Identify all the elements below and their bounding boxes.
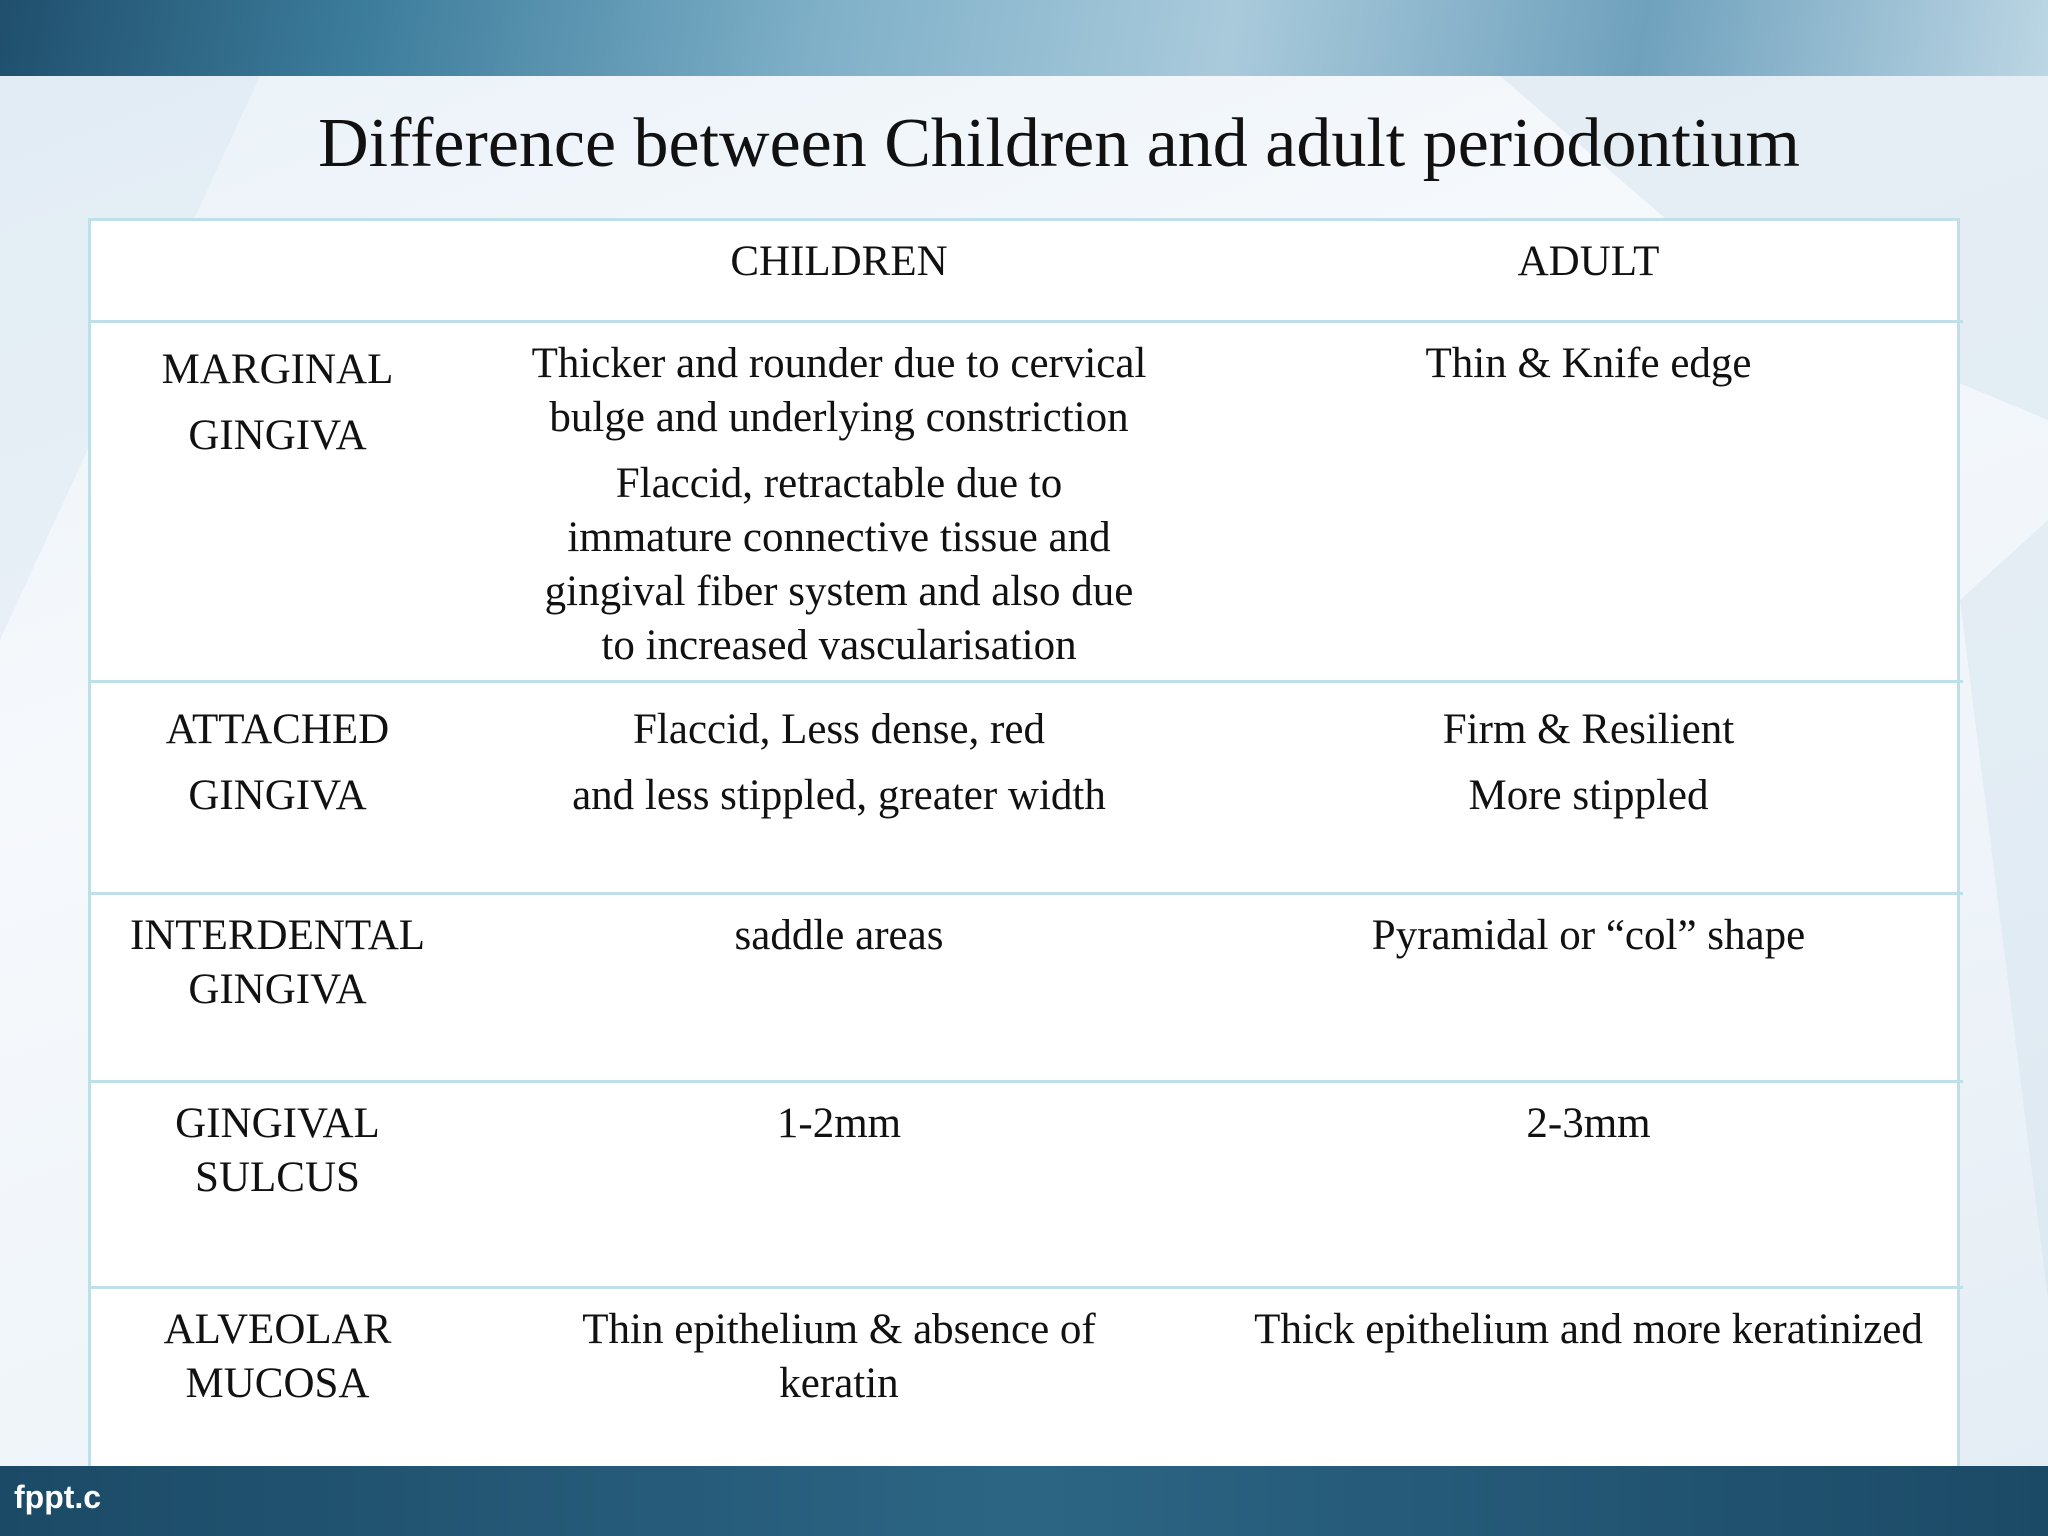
cell-line: Thin epithelium & absence of [582, 1305, 1096, 1353]
cell-line: saddle areas [734, 911, 944, 959]
table-row-attached-gingiva [91, 681, 1963, 893]
children-cell [464, 893, 1214, 1081]
cell-line: Pyramidal or “col” shape [1371, 911, 1806, 959]
row-label [91, 1081, 464, 1287]
comparison-table [88, 218, 1960, 1524]
adult-cell [1214, 681, 1963, 893]
children-cell [464, 321, 1214, 681]
row-label-line: GINGIVA [188, 411, 367, 459]
children-cell [464, 681, 1214, 893]
row-label-line: GINGIVA [188, 965, 367, 1013]
table-row-marginal-gingiva [91, 321, 1963, 681]
cell-line: Thin & Knife edge [1425, 339, 1752, 387]
row-label-line: ALVEOLAR [163, 1305, 392, 1353]
cell-line: 1-2mm [776, 1099, 902, 1147]
header-empty-cell [91, 221, 464, 321]
cell-line: More stippled [1468, 771, 1709, 819]
slide-title: Difference between Children and adult periodontium [318, 105, 1800, 182]
adult-cell [1214, 1081, 1963, 1287]
cell-line: Flaccid, Less dense, red [633, 705, 1045, 753]
cell-line: gingival fiber system and also due [544, 567, 1134, 615]
row-label [91, 681, 464, 893]
cell-line: keratin [779, 1359, 899, 1407]
table-header-row [91, 221, 1963, 321]
table-row-interdental-gingiva [91, 893, 1963, 1081]
cell-line: Firm & Resilient [1442, 705, 1735, 753]
cell-line: Flaccid, retractable due to [615, 459, 1063, 507]
footer-band [0, 1466, 2048, 1536]
cell-line: and less stippled, greater width [572, 771, 1106, 819]
row-label-line: ATTACHED [165, 705, 390, 753]
row-label-line: GINGIVAL [175, 1099, 380, 1147]
row-label-line: SULCUS [195, 1153, 360, 1201]
row-label [91, 321, 464, 681]
cell-line: to increased vascularisation [601, 621, 1077, 669]
table-row-gingival-sulcus [91, 1081, 1963, 1287]
row-label-line: MARGINAL [161, 345, 394, 393]
row-label-line: MUCOSA [185, 1359, 370, 1407]
cell-line: immature connective tissue and [567, 513, 1111, 561]
adult-cell [1214, 893, 1963, 1081]
cell-line: Thick epithelium and more keratinized [1254, 1305, 1923, 1353]
row-label [91, 893, 464, 1081]
row-label-line: INTERDENTAL [129, 911, 426, 959]
header-adult: ADULT [1517, 238, 1660, 285]
children-cell [464, 1081, 1214, 1287]
header-children: CHILDREN [730, 238, 948, 285]
cell-line: Thicker and rounder due to cervical [531, 339, 1147, 387]
adult-cell [1214, 321, 1963, 681]
cell-line: 2-3mm [1526, 1099, 1651, 1147]
footer-brand-text: fppt.c [14, 1479, 102, 1515]
cell-line: bulge and underlying constriction [549, 393, 1129, 441]
row-label-line: GINGIVA [188, 771, 367, 819]
